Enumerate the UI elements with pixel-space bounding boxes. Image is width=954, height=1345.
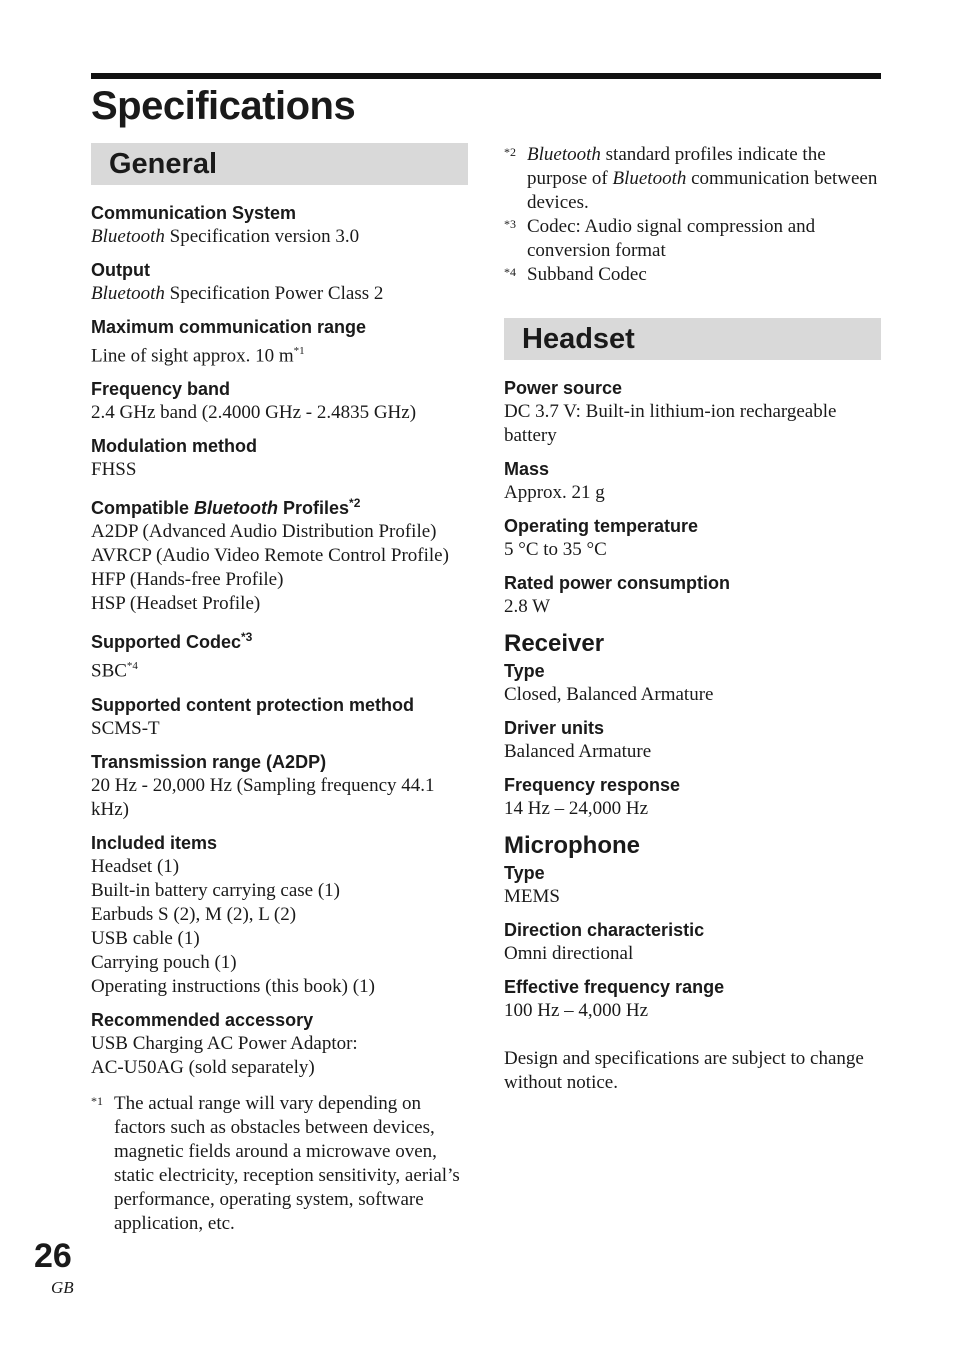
spec-value-italic: Bluetooth — [91, 283, 165, 304]
spec-value: USB Charging AC Power Adaptor: — [91, 1032, 358, 1054]
receiver-heading: Receiver — [504, 630, 605, 657]
footnote — [504, 263, 881, 287]
general-heading: General — [109, 147, 217, 180]
spec-item — [91, 693, 468, 741]
spec-label: Supported Codec$^{*3}$ — [91, 630, 253, 653]
spec-value: Approx. 21 g — [504, 482, 605, 503]
headset-spec-list — [504, 376, 881, 619]
right-column — [504, 143, 881, 1095]
spec-label: Frequency response — [504, 775, 681, 795]
footnote — [504, 215, 881, 263]
spec-label: Maximum communication range — [91, 317, 367, 337]
spec-value: AC-U50AG (sold separately) — [91, 1056, 315, 1078]
footnote-mark: *1 — [91, 1093, 103, 1108]
spec-item — [91, 434, 468, 482]
spec-label: Direction characteristic — [504, 920, 705, 940]
spec-value: DC 3.7 V: Built-in lithium-ion rechargeable battery — [504, 401, 837, 446]
general-heading-bar — [91, 143, 468, 185]
footnote-1 — [91, 1092, 468, 1236]
spec-label: Type — [504, 661, 545, 681]
spec-value: SBC$^{*4}$ — [91, 660, 138, 682]
spec-label: Supported content protection method — [91, 694, 414, 715]
footnote-text: Bluetooth standard profiles indicate the purpose of Bluetooth communication between devices. — [527, 144, 878, 213]
top-rule — [91, 73, 881, 79]
spec-label-footnote-ref: *2 — [349, 496, 361, 511]
spec-label: Transmission range (A2DP) — [91, 751, 327, 772]
spec-value-footnote-ref: *1 — [293, 345, 305, 357]
spec-item — [91, 625, 468, 683]
footnote-mark: *4 — [504, 265, 516, 279]
page-number: 26 — [34, 1237, 72, 1275]
spec-value: Bluetooth Specification Power Class 2 — [91, 283, 384, 304]
spec-value: Line of sight approx. 10 $m^{*1}$ — [91, 345, 305, 367]
spec-item — [91, 377, 468, 425]
general-spec-list — [91, 201, 468, 1080]
spec-value: Headset (1) — [91, 855, 180, 877]
spec-item — [91, 201, 468, 249]
spec-value: 2.8 W — [504, 596, 551, 617]
spec-item — [504, 457, 881, 505]
spec-label-footnote-ref: *3 — [241, 630, 253, 645]
footnote — [504, 143, 881, 215]
spec-value: Operating instructions (this book) (1) — [91, 975, 375, 997]
spec-value: Closed, Balanced Armature — [504, 684, 714, 705]
spec-item — [504, 659, 881, 707]
footnote-mark: *3 — [504, 217, 516, 231]
spec-item — [504, 773, 881, 821]
spec-label: Communication System — [91, 203, 297, 223]
spec-item — [91, 831, 468, 999]
spec-label-italic: Bluetooth — [194, 498, 278, 519]
headset-heading-bar — [504, 318, 881, 360]
spec-value: Bluetooth Specification version 3.0 — [91, 226, 360, 247]
footnote-text: Subband Codec — [527, 264, 647, 285]
spec-label: Frequency band — [91, 379, 231, 400]
footnote-italic: Bluetooth — [612, 168, 687, 189]
footnote-text: The actual range will vary depending on factors such as obstacles between devices, magnetic fields around a microwave oven, static electricity, reception sensitivity, aerial’s performance, operating system, software application, etc. — [114, 1092, 460, 1234]
spec-value: 100 Hz – 4,000 Hz — [504, 1000, 649, 1021]
footnote-mark: *2 — [504, 145, 516, 159]
spec-item — [91, 750, 468, 822]
spec-value: HFP (Hands-free Profile) — [91, 569, 284, 591]
spec-label: Output — [91, 260, 150, 280]
footnote-text: Codec: Audio signal compression and conversion format — [527, 216, 816, 261]
headset-heading: Headset — [522, 322, 635, 355]
spec-item — [91, 491, 468, 616]
spec-label: Included items — [91, 832, 218, 853]
spec-label: Compatible Bluetooth Profiles$^{*2}$ — [91, 496, 361, 519]
page-language: GB — [51, 1278, 74, 1297]
receiver-spec-list — [504, 659, 881, 821]
spec-value: 5 °C to 35 °C — [504, 539, 607, 560]
microphone-spec-list — [504, 861, 881, 1023]
spec-label: Power source — [504, 378, 623, 398]
spec-value: Carrying pouch (1) — [91, 951, 237, 973]
spec-value: USB cable (1) — [91, 927, 200, 949]
spec-item — [504, 861, 881, 909]
page-title: Specifications — [91, 84, 356, 128]
spec-label: Rated power consumption — [504, 573, 731, 593]
spec-item — [91, 258, 468, 306]
spec-value: 2.4 GHz band (2.4000 GHz - 2.4835 GHz) — [91, 402, 417, 424]
footnotes-right — [504, 143, 881, 287]
spec-item — [91, 315, 468, 368]
spec-value: A2DP (Advanced Audio Distribution Profile) — [91, 521, 437, 543]
spec-value: Omni directional — [504, 943, 634, 964]
spec-label: Recommended accessory — [91, 1009, 314, 1030]
spec-value: 14 Hz – 24,000 Hz — [504, 798, 649, 819]
spec-item — [504, 514, 881, 562]
spec-label: Modulation method — [91, 436, 257, 457]
footnote-italic: Bluetooth — [527, 144, 601, 165]
spec-value: HSP (Headset Profile) — [91, 593, 261, 615]
spec-item — [504, 376, 881, 448]
spec-value: AVRCP (Audio Video Remote Control Profile) — [91, 545, 449, 567]
spec-item — [504, 716, 881, 764]
spec-label: Type — [504, 863, 545, 883]
spec-label: Operating temperature — [504, 516, 699, 536]
spec-value: Earbuds S (2), M (2), L (2) — [91, 903, 297, 925]
spec-value-footnote-ref: *4 — [126, 660, 138, 673]
spec-label: Mass — [504, 459, 550, 479]
spec-item — [504, 975, 881, 1023]
microphone-heading: Microphone — [504, 832, 640, 859]
spec-label: Effective frequency range — [504, 977, 725, 997]
spec-value: Balanced Armature — [504, 741, 652, 762]
spec-value: FHSS — [91, 459, 137, 481]
spec-item — [504, 571, 881, 619]
spec-label: Driver units — [504, 718, 605, 738]
spec-value: SCMS-T — [91, 717, 160, 739]
left-column — [91, 143, 468, 1236]
spec-value: 20 Hz - 20,000 Hz (Sampling frequency 44.1 kHz) — [91, 774, 435, 820]
spec-value-italic: Bluetooth — [91, 226, 165, 247]
spec-value: MEMS — [504, 886, 560, 907]
spec-item — [91, 1008, 468, 1080]
spec-item — [504, 918, 881, 966]
notice-text: Design and specifications are subject to change without notice. — [504, 1048, 864, 1093]
spec-value: Built-in battery carrying case (1) — [91, 879, 341, 901]
